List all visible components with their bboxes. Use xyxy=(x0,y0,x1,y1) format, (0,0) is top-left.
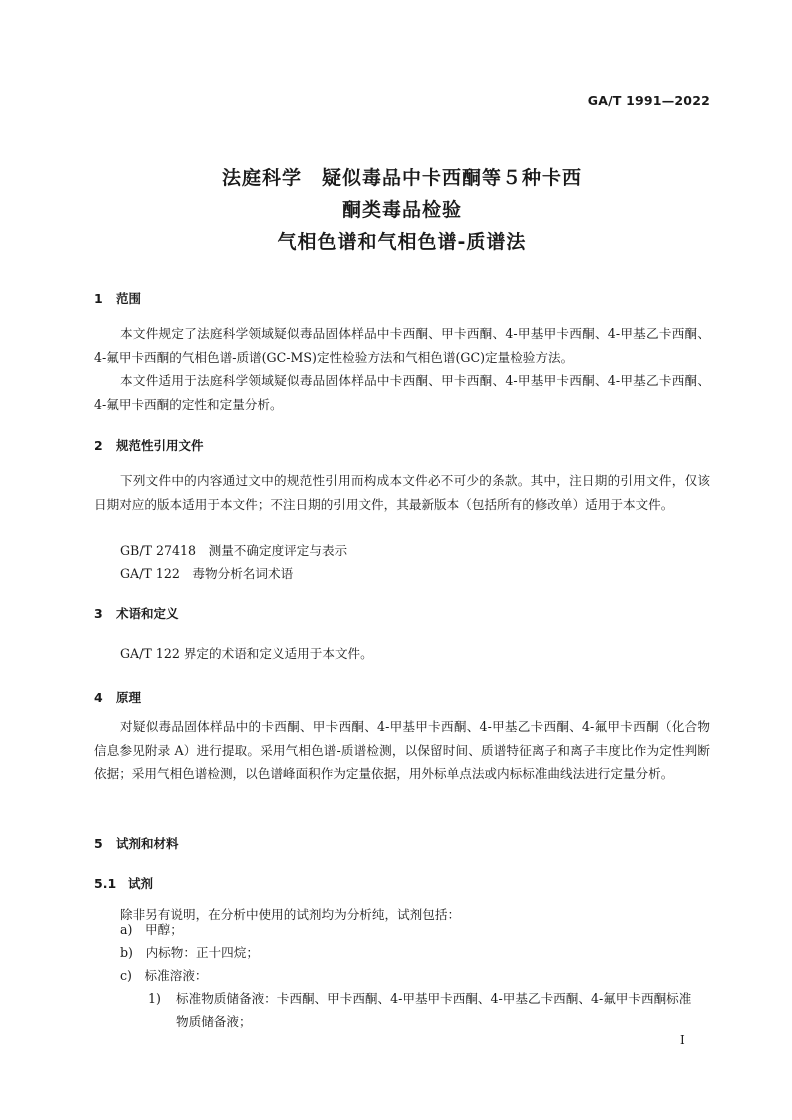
title-line-3: 气相色谱和气相色谱-质谱法 xyxy=(277,231,527,253)
list-item-c: c) 标准溶液： xyxy=(120,968,208,983)
section-title: 术语和定义 xyxy=(116,606,179,621)
section-4-paragraph-1: 对疑似毒品固体样品中的卡西酮、甲卡西酮、4-甲基甲卡西酮、4-甲基乙卡西酮、4-氟甲卡西酮（化合物信息参见附录 A）进行提取。采用气相色谱-质谱检测，以保留时间、质谱特征离子和离子丰度比作为定性判断依据；采用气相色谱检测，以色谱峰面积作为定量依据，用外标单点法或内标标准曲线法进行定量分析。 xyxy=(94,719,710,781)
list-item-a: a) 甲醇； xyxy=(120,922,183,937)
reference-gbt-27418: GB/T 27418 测量不确定度评定与表示 xyxy=(120,543,348,558)
section-number: 5 xyxy=(94,836,103,851)
section-title: 试剂和材料 xyxy=(116,836,179,851)
title-line-2: 酮类毒品检验 xyxy=(341,199,462,221)
section-1-heading xyxy=(94,289,141,307)
list-item-b: b) 内标物：正十四烷； xyxy=(120,945,259,960)
document-code: GA/T 1991—2022 xyxy=(587,93,710,108)
section-number: 4 xyxy=(94,690,103,705)
page-number: I xyxy=(680,1033,685,1047)
list-item-c1-label: 1) xyxy=(148,991,161,1006)
section-2-paragraph-1: 下列文件中的内容通过文中的规范性引用而构成本文件必不可少的条款。其中，注日期的引用文件，仅该日期对应的版本适用于本文件；不注日期的引用文件，其最新版本（包括所有的修改单）适用于本文件。 xyxy=(94,473,710,512)
section-title: 范围 xyxy=(116,291,142,306)
section-1-paragraph-1: 本文件规定了法庭科学领域疑似毒品固体样品中卡西酮、甲卡西酮、4-甲基甲卡西酮、4-甲基乙卡西酮、4-氟甲卡西酮的气相色谱-质谱(GC-MS)定性检验方法和气相色谱(GC)定量检验方法。 xyxy=(94,326,710,365)
reference-gat-122: GA/T 122 毒物分析名词术语 xyxy=(120,566,294,581)
subsection-5-1-heading xyxy=(94,874,153,892)
section-3-heading xyxy=(94,604,179,622)
section-5-heading xyxy=(94,834,179,852)
title-line-1: 法庭科学 疑似毒品中卡西酮等５种卡西 xyxy=(221,167,582,189)
section-title: 原理 xyxy=(116,690,142,705)
subsection-number: 5.1 xyxy=(94,876,117,891)
section-title: 规范性引用文件 xyxy=(116,438,204,453)
list-item-c1-line-2: 物质储备液； xyxy=(176,1014,252,1029)
subsection-title: 试剂 xyxy=(128,876,154,891)
section-number: 2 xyxy=(94,438,103,453)
section-4-heading xyxy=(94,688,141,706)
section-number: 1 xyxy=(94,291,103,306)
section-1-paragraph-2: 本文件适用于法庭科学领域疑似毒品固体样品中卡西酮、甲卡西酮、4-甲基甲卡西酮、4-甲基乙卡西酮、4-氟甲卡西酮的定性和定量分析。 xyxy=(94,373,710,412)
section-3-paragraph-1: GA/T 122 界定的术语和定义适用于本文件。 xyxy=(120,646,373,661)
section-2-heading xyxy=(94,436,204,454)
list-item-c1-line-1: 标准物质储备液：卡西酮、甲卡西酮、4-甲基甲卡西酮、4-甲基乙卡西酮、4-氟甲卡西酮标准 xyxy=(176,991,692,1006)
section-number: 3 xyxy=(94,606,103,621)
reagents-intro: 除非另有说明，在分析中使用的试剂均为分析纯，试剂包括： xyxy=(120,907,461,922)
